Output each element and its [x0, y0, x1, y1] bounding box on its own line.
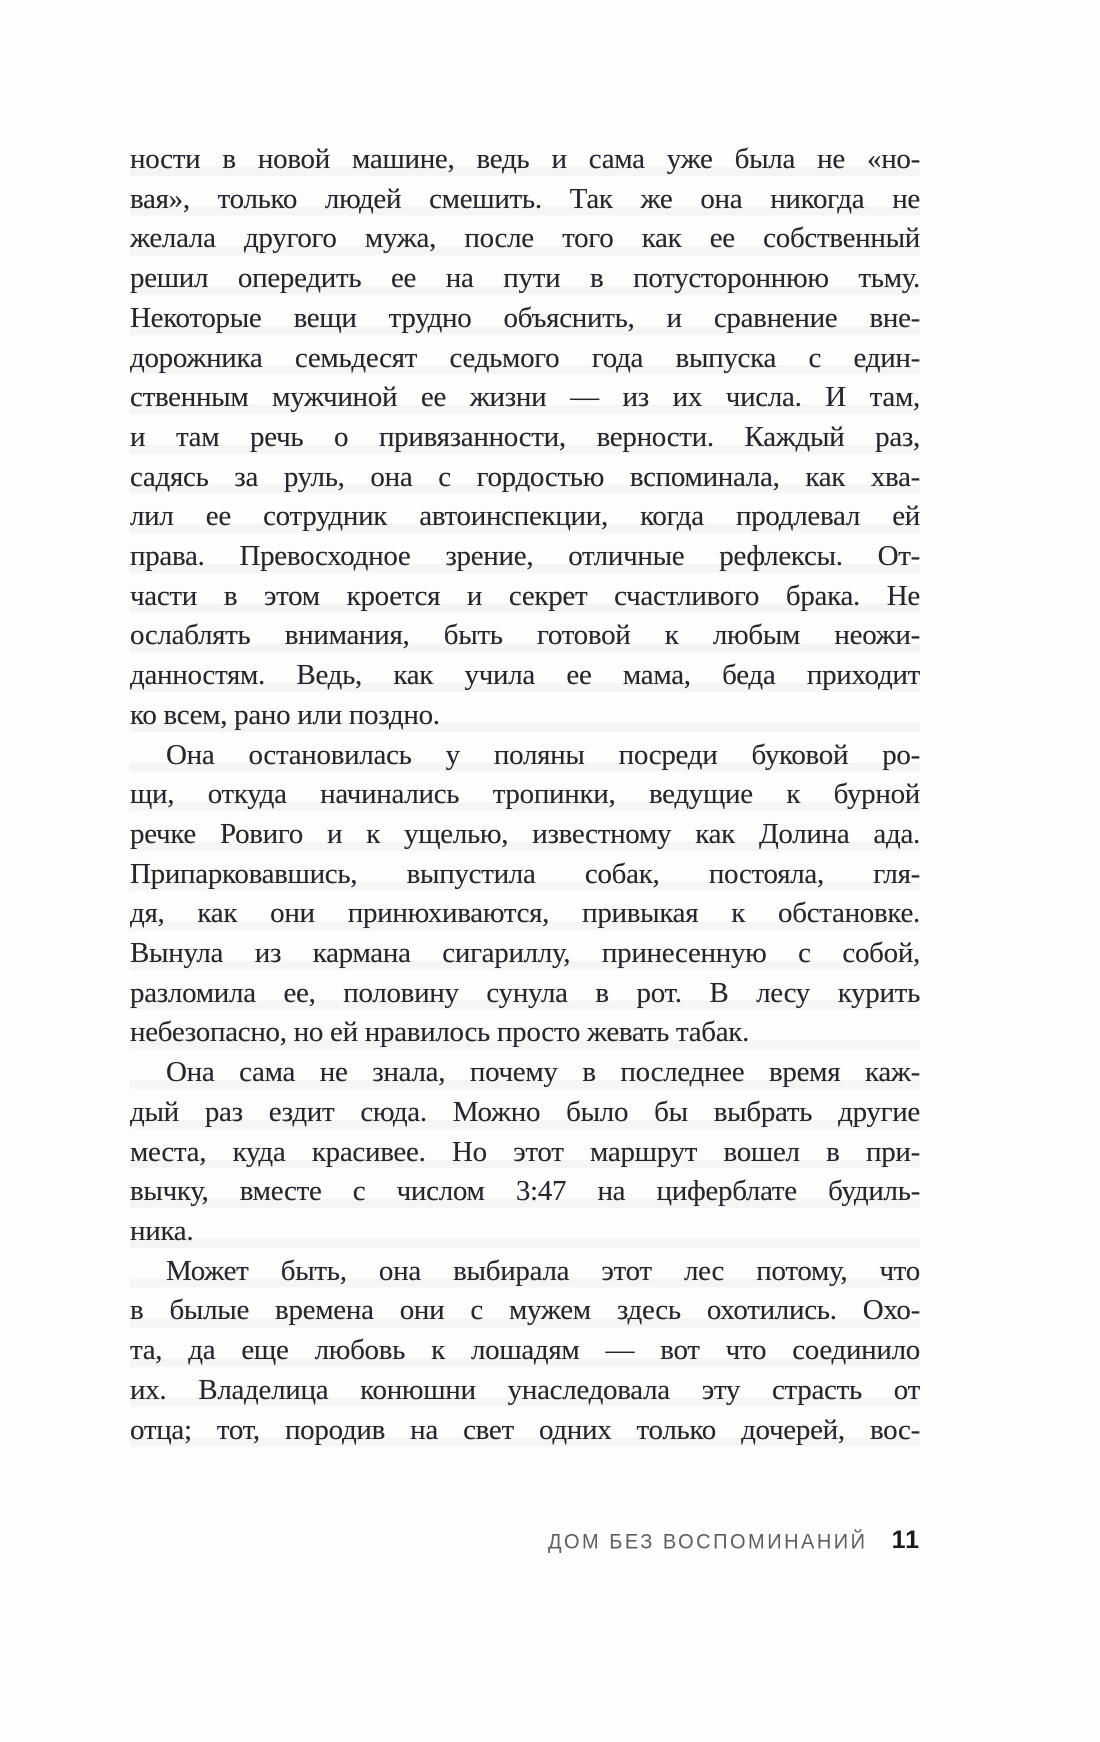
text-line: речке Ровиго и к ущелью, известному как Долина ада. [130, 817, 920, 850]
running-title: ДОМ БЕЗ ВОСПОМИНАНИЙ [547, 1530, 868, 1554]
text-line: в былые времена они с мужем здесь охотились. Охо- [130, 1294, 920, 1327]
text-line: вая», только людей смешить. Так же она никогда не [130, 182, 920, 215]
text-line: ности в новой машине, ведь и сама уже была не «но- [130, 143, 920, 175]
text-line: места, куда красивее. Но этот маршрут вошел в при- [130, 1135, 920, 1168]
text-line: небезопасно, но ей нравилось просто жевать табак. [130, 1016, 750, 1049]
text-line: ко всем, рано или поздно. [130, 698, 440, 731]
text-line: отца; тот, породив на свет одних только дочерей, вос- [130, 1413, 920, 1446]
text-line: Она остановилась у поляны посреди буковой ро- [166, 738, 920, 771]
text-line: Припарковавшись, выпустила собак, постояла, гля- [130, 857, 920, 890]
text-line: дорожника семьдесят седьмого года выпуска с един- [130, 341, 920, 374]
text-line: данностям. Ведь, как учила ее мама, беда приходит [130, 659, 920, 692]
text-line: ственным мужчиной ее жизни — из их числа. И там, [130, 381, 920, 414]
text-line: дя, как они принюхиваются, привыкая к обстановке. [130, 897, 920, 930]
text-line: Она сама не знала, почему в последнее время каж- [166, 1056, 920, 1089]
text-line: Может быть, она выбирала этот лес потому, что [166, 1254, 920, 1287]
page-footer [130, 1526, 920, 1555]
text-line: и там речь о привязанности, верности. Каждый раз, [130, 420, 920, 453]
text-line: ослаблять внимания, быть готовой к любым неожи- [130, 619, 920, 652]
text-line: разломила ее, половину сунула в рот. В лесу курить [130, 976, 920, 1009]
text-line: части в этом кроется и секрет счастливого брака. Не [130, 579, 920, 612]
text-line: щи, откуда начинались тропинки, ведущие к бурной [130, 778, 920, 811]
text-line: садясь за руль, она с гордостью вспоминала, как хва- [130, 460, 920, 493]
text-line: лил ее сотрудник автоинспекции, когда продлевал ей [130, 500, 920, 533]
text-line: та, да еще любовь к лошадям — вот что соединило [130, 1334, 920, 1367]
page-number: 11 [891, 1526, 920, 1554]
text-line: права. Превосходное зрение, отличные рефлексы. От- [130, 540, 920, 573]
text-line: ника. [130, 1214, 194, 1247]
text-line: желала другого мужа, после того как ее собственный [130, 222, 920, 255]
text-line: решил опередить ее на пути в потустороннюю тьму. [130, 262, 920, 295]
text-line: Некоторые вещи трудно объяснить, и сравнение вне- [130, 301, 920, 334]
page-text-block [130, 140, 920, 1450]
text-line: вычку, вместе с числом 3:47 на циферблате будиль- [130, 1175, 920, 1208]
text-line: Вынула из кармана сигариллу, принесенную с собой, [130, 937, 920, 970]
text-line: их. Владелица конюшни унаследовала эту страсть от [130, 1373, 920, 1406]
text-line: дый раз ездит сюда. Можно было бы выбрать другие [130, 1095, 920, 1128]
